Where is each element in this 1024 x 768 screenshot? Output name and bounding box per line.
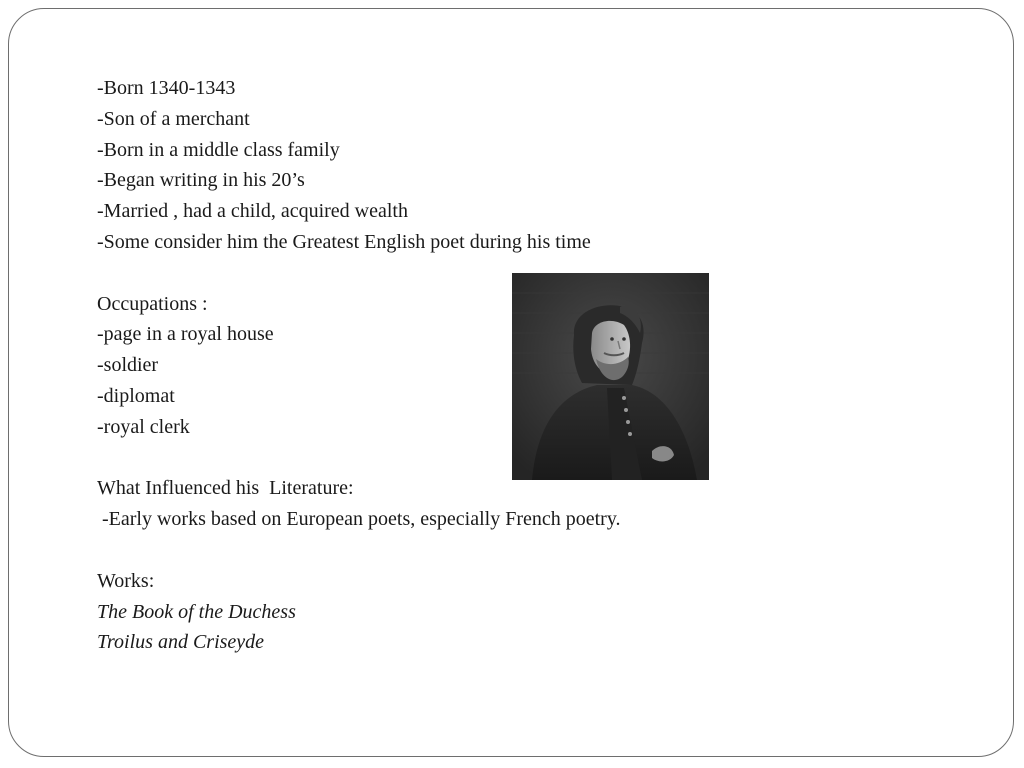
bio-line-son: -Son of a merchant bbox=[97, 107, 250, 130]
occupations-heading: Occupations : bbox=[97, 292, 208, 315]
bio-line-writing: -Began writing in his 20’s bbox=[97, 169, 305, 192]
occupation-item: -royal clerk bbox=[97, 415, 190, 438]
work-title: The Book of the Duchess bbox=[97, 600, 296, 623]
bio-line-married: -Married , had a child, acquired wealth bbox=[97, 200, 408, 223]
bio-line-greatest: -Some consider him the Greatest English poet during his time bbox=[97, 230, 591, 253]
portrait-image bbox=[512, 273, 709, 480]
occupation-item: -soldier bbox=[97, 354, 159, 377]
spacer bbox=[97, 535, 717, 566]
slide bbox=[8, 8, 1014, 757]
bio-line-family: -Born in a middle class family bbox=[97, 138, 340, 161]
work-title: Troilus and Criseyde bbox=[97, 631, 265, 654]
influence-item: -Early works based on European poets, especially French poetry. bbox=[97, 508, 621, 531]
works-heading: Works: bbox=[97, 569, 155, 592]
occupation-item: -diplomat bbox=[97, 384, 175, 407]
occupation-item: -page in a royal house bbox=[97, 323, 274, 346]
bio-line-born: -Born 1340-1343 bbox=[97, 77, 236, 99]
influences-heading: What Influenced his Literature: bbox=[97, 477, 354, 500]
portrait-engraving bbox=[512, 273, 709, 480]
